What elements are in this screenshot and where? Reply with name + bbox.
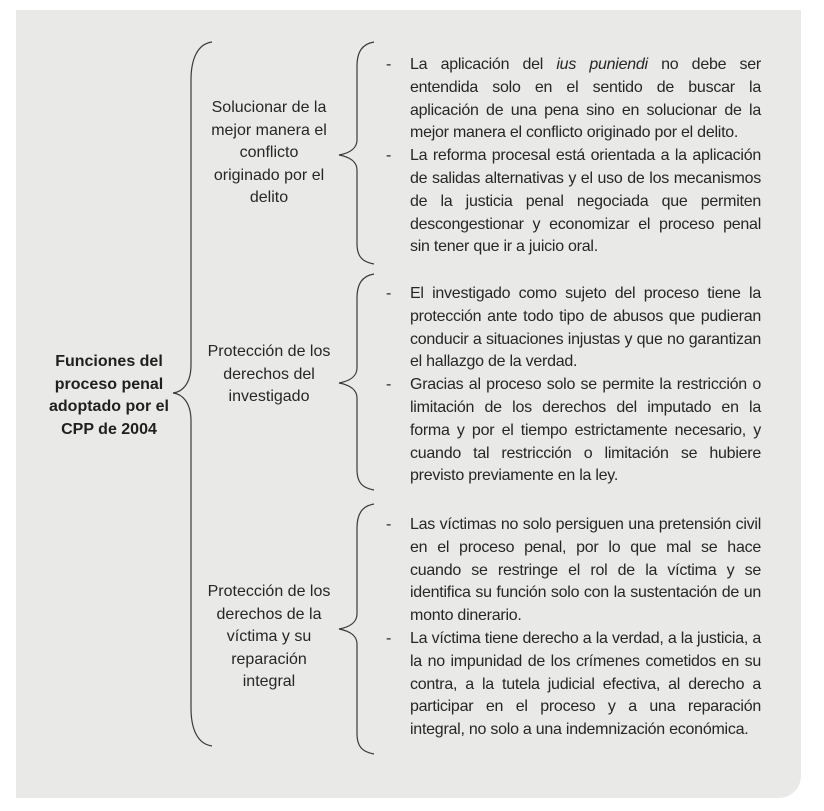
bullet-item	[384, 374, 761, 488]
branch-label-investigado: Protección de los derechos del investigado	[207, 343, 331, 405]
bullet-text: Gracias al proceso solo se permite la restricción o limitación de los derechos del imputado en la forma y por el tiempo estrictamente necesario, y cuando tal restricción o limitación se hubiere previsto previamente en la ley.	[410, 376, 761, 485]
bullet-item	[384, 628, 761, 742]
bullet-item	[384, 54, 761, 145]
bullet-item	[384, 145, 761, 259]
bullet-text: La aplicación del	[410, 56, 557, 73]
bullet-text-italic: ius puniendi	[556, 56, 648, 73]
bullet-text: El investigado como sujeto del proceso tiene la protección ante todo tipo de abusos que pudieran conducir a situaciones injustas y que no garantizan el hallazgo de la verdad.	[410, 285, 761, 371]
branch-2-bullet-list	[384, 283, 761, 488]
bullet-dash: -	[386, 629, 392, 647]
bullet-text: La reforma procesal está orientada a la aplicación de salidas alternativas y el uso de los mecanismos de la justicia penal negociada que permiten descongestionar y economizar el proceso penal sin tener que ir a juicio oral.	[410, 147, 761, 256]
bullet-dash: -	[386, 147, 392, 165]
bullet-item	[384, 283, 761, 374]
bullet-dash: -	[386, 285, 392, 302]
branch-1-bullet-list	[384, 54, 761, 259]
branch-1-brace	[339, 42, 374, 264]
bullet-dash: -	[386, 516, 392, 533]
bullet-text: no debe ser entendida solo en el sentido de buscar la aplicación de una pena sino en solucionar de la mejor manera el conflicto originado por el delito.	[410, 56, 762, 142]
bullet-text: Las víctimas no solo persiguen una pretensión civil en el proceso penal, por lo que mal se hace cuando se restringe el rol de la víctima y se identifica su función solo con la sustentación de un monto dinerario.	[410, 516, 761, 625]
bullet-text: La víctima tiene derecho a la verdad, a la justicia, a la no impunidad de los crímenes cometidos en su contra, a la tutela judicial efectiva, al derecho a participar en el proceso y a una reparación integral, no solo a una indemnización económica.	[410, 629, 761, 739]
branch-3-bullet-list	[384, 514, 761, 742]
bullet-item	[384, 514, 761, 628]
branch-label-conflict: Solucionar de la mejor manera el conflicto originado por el delito	[211, 99, 327, 206]
branch-2-brace	[339, 274, 374, 490]
branch-3-brace	[339, 504, 374, 754]
bullet-dash: -	[386, 56, 392, 73]
branch-label-victima: Protección de los derechos de la víctima y su reparación integral	[207, 583, 331, 690]
root-label: Funciones del proceso penal adoptado por el CPP de 2004	[49, 353, 169, 438]
bullet-dash: -	[386, 376, 392, 394]
